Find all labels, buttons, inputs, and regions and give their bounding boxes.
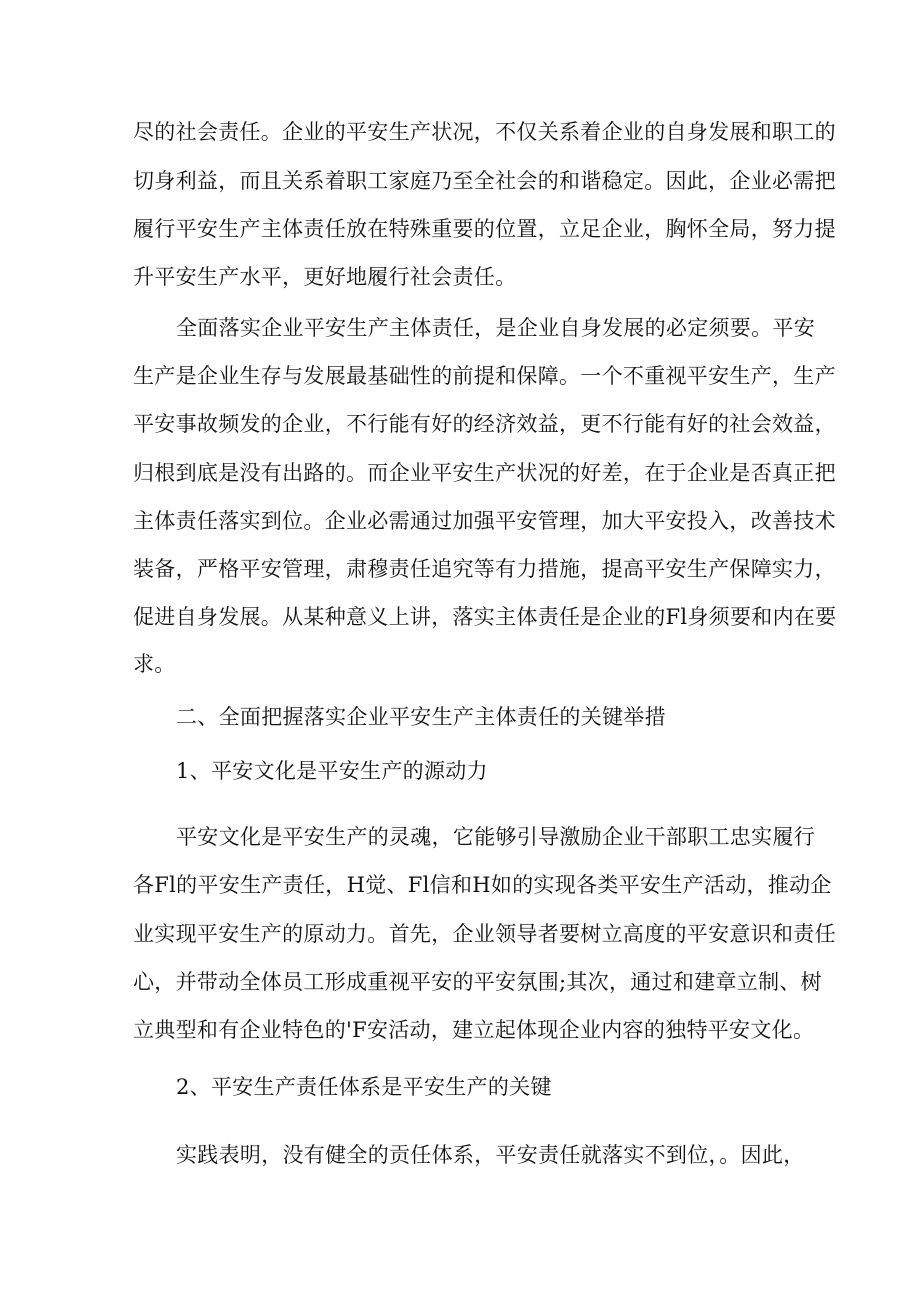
paragraph-3-line-3: 业实现平安生产的原动力。首先，企业领导者要树立高度的平安意识和责任 (133, 922, 836, 946)
paragraph-2-line-8: 求。 (133, 652, 176, 676)
paragraph-2-line-2: 生产是企业生存与发展最基础性的前提和保障。一个不重视平安生产，生产 (133, 364, 836, 388)
paragraph-2-line-1: 全面落实企业平安生产主体责任，是企业自身发展的必定须要。平安 (176, 316, 815, 340)
paragraph-3-line-1: 平安文化是平安生产的灵魂，它能够引导激励企业干部职工忠实履行 (176, 825, 815, 849)
paragraph-2-line-4: 归根到底是没有出路的。而企业平安生产状况的好差，在于企业是否真正把 (133, 461, 836, 485)
section-heading: 二、全面把握落实企业平安生产主体责任的关键举措 (176, 705, 666, 729)
paragraph-2-line-7: 促进自身发展。从某种意义上讲，落实主体责任是企业的Fl身须要和内在要 (133, 605, 837, 629)
paragraph-2-line-3: 平安事故频发的企业，不行能有好的经济效益，更不行能有好的社会效益， (133, 412, 836, 436)
paragraph-3-line-2: 各Fl的平安生产责任，H觉、Fl信和H如的实现各类平安生产活动，推动企 (133, 873, 832, 897)
paragraph-3-line-5: 立典型和有企业特色的'F安活动，建立起体现企业内容的独特平安文化。 (133, 1018, 815, 1042)
paragraph-2-line-6: 装备，严格平安管理，肃穆责任追究等有力措施，提高平安生产保障实力， (133, 557, 836, 581)
paragraph-2-line-5: 主体责任落实到位。企业必需通过加强平安管理，加大平安投入，改善技术 (133, 509, 836, 533)
paragraph-1-line-4: 升平安生产水平，更好地履行社会责任。 (133, 265, 517, 289)
item-2-heading: 2、平安生产责任体系是平安生产的关键 (176, 1075, 552, 1099)
paragraph-1-line-3: 履行平安生产主体责任放在特殊重要的位置，立足企业，胸怀全局，努力提 (133, 217, 836, 241)
paragraph-1-line-1: 尽的社会责任。企业的平安生产状况，不仅关系着企业的自身发展和职工的 (133, 120, 836, 144)
paragraph-4-line-1: 实践表明，没有健全的贡任体系，平安责任就落实不到位，。因此， (176, 1143, 805, 1167)
paragraph-3-line-4: 心，并带动全体员工形成重视平安的平安氛围;其次，通过和建章立制、树 (133, 970, 822, 994)
paragraph-1-line-2: 切身利益，而且关系着职工家庭乃至全社会的和谐稳定。因此，企业必需把 (133, 169, 836, 193)
item-1-heading: 1、平安文化是平安生产的源动力 (176, 759, 488, 783)
